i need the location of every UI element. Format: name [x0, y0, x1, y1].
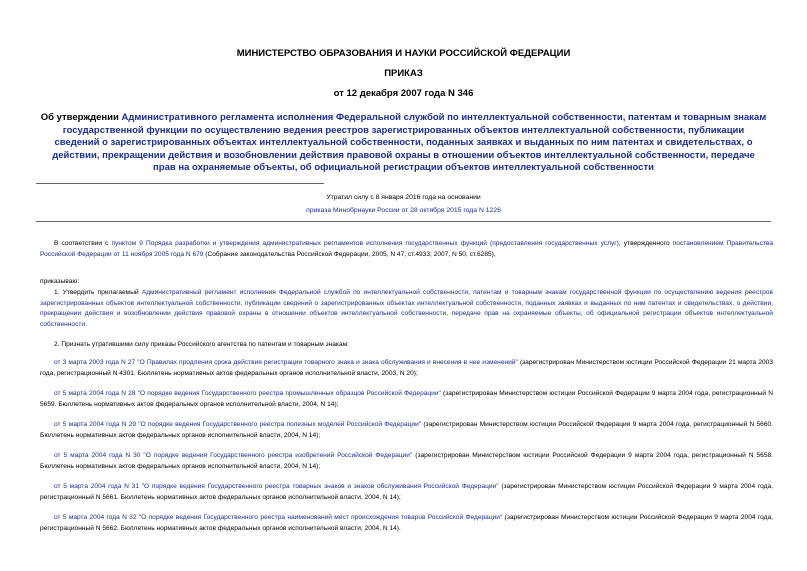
paragraph-order-word: приказываю:: [40, 278, 80, 285]
item-link[interactable]: от 5 марта 2004 года N 30 "О порядке ведения Государственного реестра изобретений Российской Федерации": [54, 452, 413, 459]
p3-regulation-link[interactable]: Административный регламент исполнения Федеральной службой по интеллектуальной собственности, патентам и товарным знакам государственной функции по осуществлению ведения реестров зарегистрированных объектов интеллектуальной собственности, публикации сведений о зарегистрированных объектах интеллектуальной собственности, поданных заявках и выданных по ним патентах и свидетельствах, о действии, прекращении действия и возобновлении действия правовой охраны в отношении объектов интеллектуальной собственности, передаче прав на охраняемые объекты, об официальной регистрации объектов интеллектуальной собственности: [40, 289, 773, 328]
item-link[interactable]: от 5 марта 2004 года N 32 "О порядке ведения Государственного реестра наименований мест происхождения товаров Российской Федерации": [54, 514, 503, 521]
p1-text-b: , утвержденного: [618, 240, 673, 247]
p1-text-a: В соответствии с: [54, 240, 112, 247]
p1-link-procedure[interactable]: пунктом 9 Порядка разработки и утверждения административных регламентов исполнения государственных функций (предоставления государственных услуг): [111, 240, 619, 247]
item-text: (зарегистрирован Министерством юстиции Российской Федерации 9 марта 2004 года, регистрационный N 5660. Бюллетень нормативных актов федеральных органов исполнительной власти, 2004, N 14);: [40, 421, 773, 439]
status-note-line1: Утратил силу с 8 января 2016 года на основании: [326, 194, 481, 201]
paragraph-approve: [40, 288, 773, 330]
list-item: [40, 420, 773, 441]
ministry-heading: МИНИСТЕРСТВО ОБРАЗОВАНИЯ И НАУКИ РОССИЙСКОЙ ФЕДЕРАЦИИ: [236, 48, 571, 59]
p1-link-resolution[interactable]: постановлением Правительства Российской Федерации от 11 ноября 2005 года N 679: [40, 240, 773, 258]
divider-bottom: [36, 221, 771, 222]
item-link[interactable]: от 5 марта 2004 года N 31 "О порядке ведения Государственного реестра товарных знаков и знаков обслуживания Российской Федерации": [54, 483, 499, 490]
item-text: (зарегистрирован Министерством юстиции Российской Федерации 9 марта 2004 года, регистрационный N 5659. Бюллетень нормативных актов федеральных органов исполнительной власти, 2004, N 14);: [40, 390, 773, 408]
item-text: (зарегистрирован Министерством юстиции Российской Федерации 9 марта 2004 года, регистрационный N 5661. Бюллетень нормативных актов федеральных органов исполнительной власти, 2004, N 14);: [40, 483, 773, 501]
list-item: [40, 482, 773, 503]
list-item: [40, 451, 773, 472]
list-item: [40, 389, 773, 410]
paragraph-repeal: [40, 340, 773, 351]
doc-date-number: от 12 декабря 2007 года N 346: [333, 88, 474, 99]
item-text: (зарегистрирован Министерством юстиции Российской Федерации 9 марта 2004 года, регистрационный N 5658. Бюллетень нормативных актов федеральных органов исполнительной власти, 2004, N 14);: [40, 452, 773, 470]
document-title: [40, 112, 767, 175]
item-link[interactable]: от 5 марта 2004 года N 29 "О порядке ведения Государственного реестра полезных моделей Российской Федерации": [54, 421, 422, 428]
item-text: (зарегистрирован Министерством юстиции Российской Федерации 21 марта 2003 года, регистрационный N 4301. Бюллетень нормативных актов федеральных органов исполнительной власти, 2003, N 20);: [40, 359, 773, 377]
doc-type-heading: ПРИКАЗ: [384, 68, 423, 79]
divider-top: [36, 183, 324, 184]
title-prefix: Об утверждении: [40, 112, 122, 123]
p3-text-b: .: [85, 320, 87, 328]
item-text: (зарегистрирован Министерством юстиции Российской Федерации 9 марта 2004 года, регистрационный N 5662. Бюллетень нормативных актов федеральных органов исполнительной власти, 2004, N 14).: [40, 514, 773, 532]
status-note-order-link[interactable]: приказа Минобрнауки России от 28 октября 2015 года N 1226: [306, 207, 501, 214]
list-item: [40, 358, 773, 379]
list-item: [40, 513, 773, 534]
item-link[interactable]: от 3 марта 2003 года N 27 "О Правилах продления срока действия регистрации товарного знака и знака обслуживания и внесения в нее изменений": [54, 359, 518, 366]
p4-text: 2. Признать утратившими силу приказы Российского агентства по патентам и товарным знакам:: [54, 341, 349, 348]
paragraph-basis: [40, 239, 773, 260]
item-link[interactable]: от 5 марта 2004 года N 28 "О порядке ведения Государственного реестра промышленных образцов Российской Федерации": [54, 390, 441, 397]
p1-text-c: (Собрание законодательства Российской Федерации, 2005, N 47, ст.4933; 2007, N 50, ст.6285),: [203, 250, 496, 258]
title-regulation-link[interactable]: Административного регламента исполнения Федеральной службой по интеллектуальной собственности, патентам и товарным знакам государственной функции по осуществлению ведения реестров зарегистрированных объектов интеллектуальной собственности, публикации сведений о зарегистрированных объектах интеллектуальной собственности, поданных заявках и выданных по ним патентах и свидетельствах, о действии, прекращении действия и возобновлении действия правовой охраны в отношении объектов интеллектуальной собственности, передаче прав на охраняемые объекты, об официальной регистрации объектов интеллектуальной собственности: [52, 112, 767, 173]
p3-text-a: 1. Утвердить прилагаемый: [54, 289, 142, 296]
